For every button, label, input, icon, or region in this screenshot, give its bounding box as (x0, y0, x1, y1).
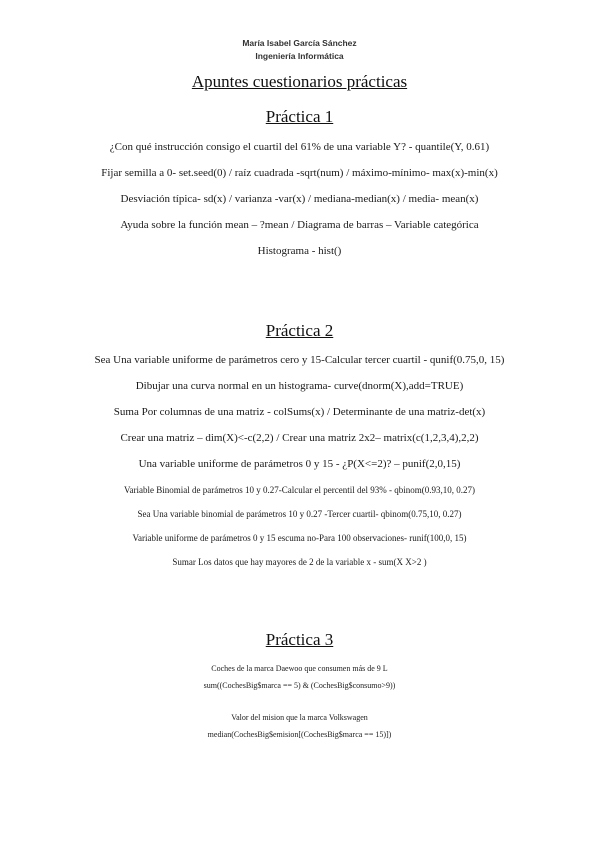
note-line: Una variable uniforme de parámetros 0 y 15 - ¿P(X<=2)? – punif(2,0,15) (138, 458, 461, 470)
note-line: Variable Binomial de parámetros 10 y 0.27-Calcular el percentil del 93% - qbinom(0.93,10, 0.27) (124, 485, 475, 495)
note-line: median(CochesBig$emision[(CochesBig$marca == 15)]) (207, 730, 392, 739)
note-line: Fijar semilla a 0- set.seed(0) / raíz cuadrada -sqrt(num) / máximo-mínimo- max(x)-min(x) (101, 167, 498, 179)
note-line: Suma Por columnas de una matriz - colSums(x) / Determinante de una matriz-det(x) (113, 406, 486, 418)
note-line: sum((CochesBig$marca == 5) & (CochesBig$consumo>9)) (203, 681, 396, 690)
note-line: Coches de la marca Daewoo que consumen más de 9 L (211, 664, 388, 673)
section-title-practica-3: Práctica 3 (265, 630, 334, 649)
section-title-practica-1: Práctica 1 (265, 107, 334, 126)
author-name: María Isabel García Sánchez (242, 38, 357, 48)
note-line: Sumar Los datos que hay mayores de 2 de la variable x - sum(X X>2 ) (172, 557, 427, 567)
note-line: Dibujar una curva normal en un histograma- curve(dnorm(X),add=TRUE) (135, 380, 464, 392)
note-line: Variable uniforme de parámetros 0 y 15 escuma no-Para 100 observaciones- runif(100,0, 15) (132, 533, 467, 543)
note-line: Sea Una variable binomial de parámetros 10 y 0.27 -Tercer cuartil- qbinom(0.75,10, 0.27) (137, 509, 462, 519)
note-line: Desviación típica- sd(x) / varianza -var(x) / mediana-median(x) / media- mean(x) (120, 193, 479, 205)
section-title-practica-2: Práctica 2 (265, 321, 334, 340)
note-line: Histograma - hist() (257, 245, 342, 257)
note-line: Crear una matriz – dim(X)<-c(2,2) / Crear una matriz 2x2– matrix(c(1,2,3,4),2,2) (120, 432, 479, 444)
note-line: ¿Con qué instrucción consigo el cuartil del 61% de una variable Y? - quantile(Y, 0.61) (109, 141, 490, 153)
note-line: Valor del mision que la marca Volkswagen (231, 713, 368, 722)
document-title: Apuntes cuestionarios prácticas (191, 72, 408, 91)
degree-name: Ingeniería Informática (255, 51, 344, 61)
note-line: Ayuda sobre la función mean – ?mean / Diagrama de barras – Variable categórica (120, 219, 479, 231)
note-line: Sea Una variable uniforme de parámetros cero y 15-Calcular tercer cuartil - qunif(0.75,0, 15) (94, 354, 505, 366)
